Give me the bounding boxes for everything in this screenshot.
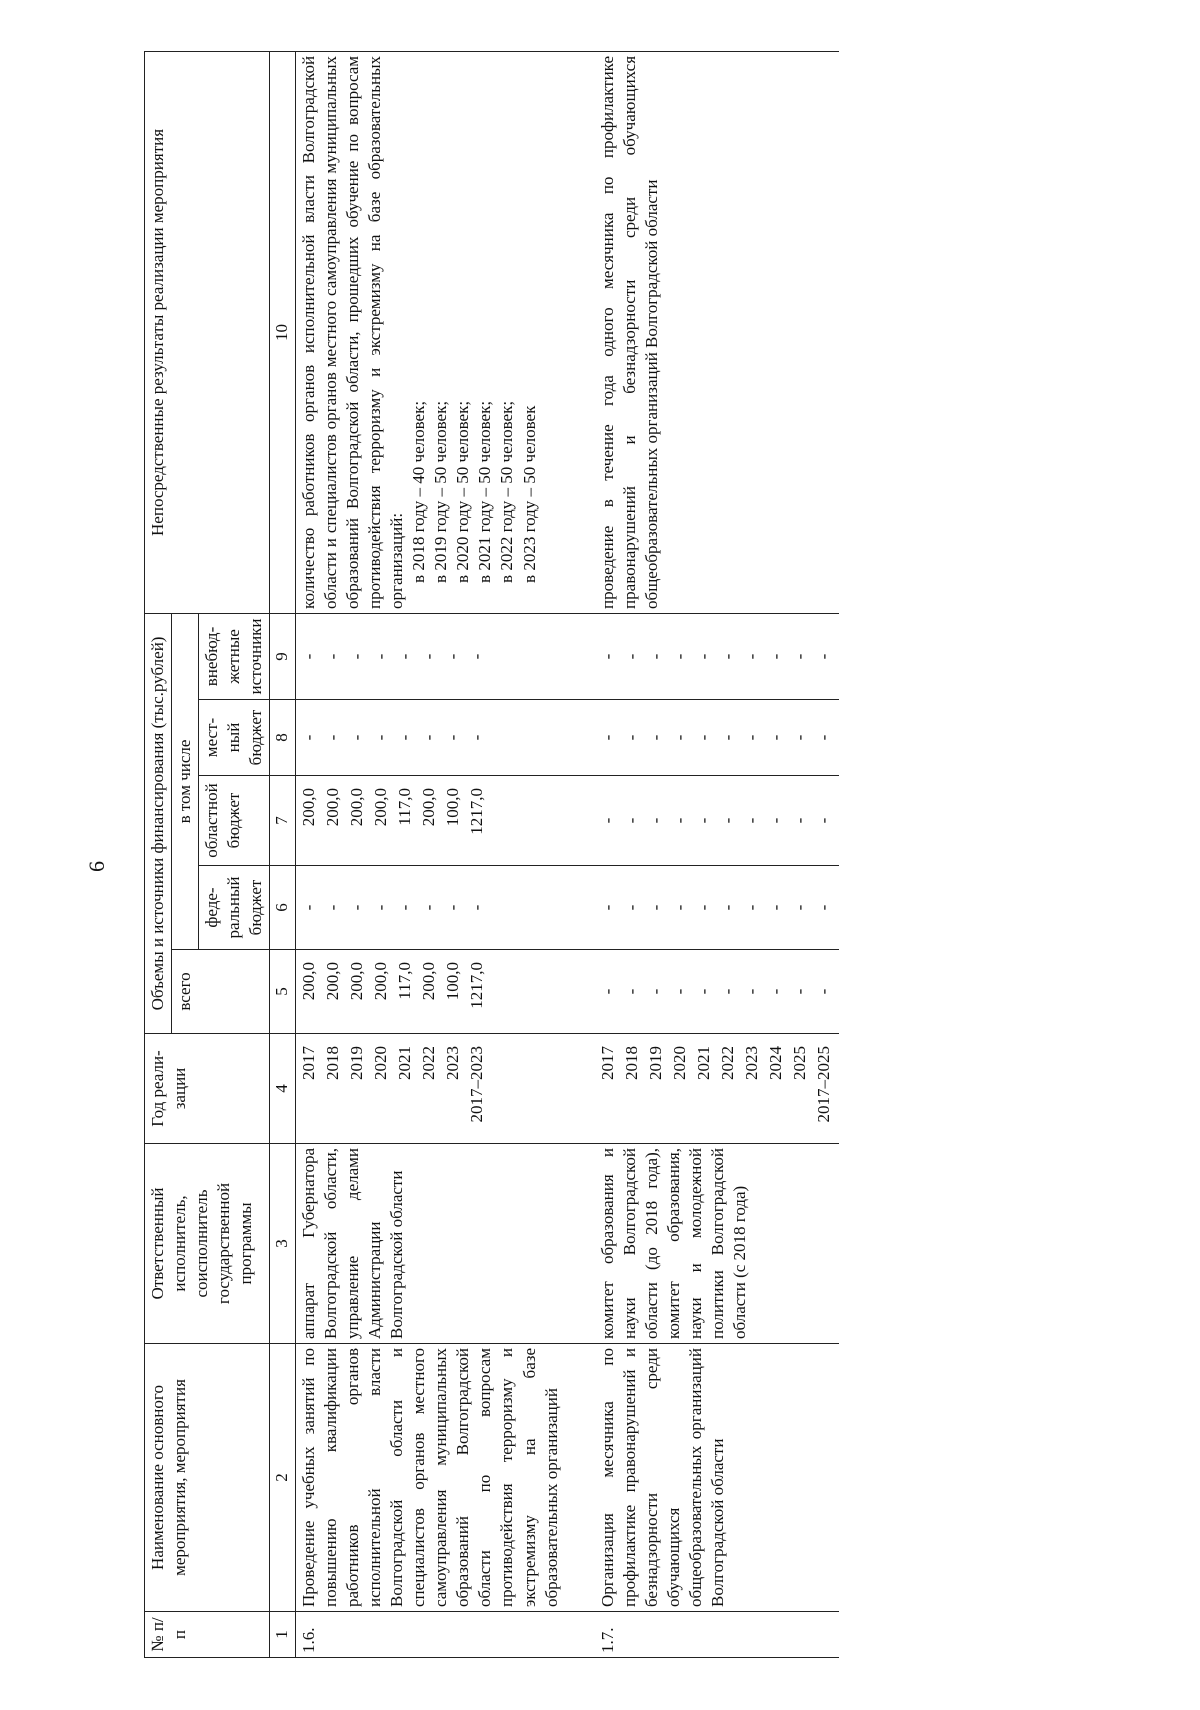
regional-cell: - xyxy=(693,817,713,824)
regional-cell: - xyxy=(645,817,665,824)
year-list xyxy=(295,1034,565,1144)
federal-cell: - xyxy=(442,904,462,911)
federal-cell: - xyxy=(789,904,809,911)
column-number: 1 xyxy=(270,1612,295,1658)
header-total: всего xyxy=(172,950,270,1034)
table-row xyxy=(295,51,565,1657)
regional-cell: 100,0 xyxy=(442,788,462,827)
column-number-row xyxy=(270,51,295,1657)
page-number: 6 xyxy=(84,861,109,872)
local-cell: - xyxy=(298,734,318,741)
column-number: 10 xyxy=(270,51,295,613)
year-cell: 2021 xyxy=(693,1046,713,1080)
local-cell: - xyxy=(621,734,641,741)
total-cell: 100,0 xyxy=(442,962,462,1001)
result-text: проведение в течение года одного месячника по профилактике правонарушений и безнадзорности среди обучающихся общеобразовательных организаций Волгоградской области xyxy=(595,51,839,613)
total-cell: 200,0 xyxy=(346,962,366,1001)
local-cell: - xyxy=(813,734,833,741)
header-num: № п/п xyxy=(145,1612,270,1658)
local-cell: - xyxy=(741,734,761,741)
header-executor: Ответственный исполнитель, соисполнитель государственной программы xyxy=(145,1144,270,1344)
total-cell: - xyxy=(597,988,617,995)
regional-cell: 200,0 xyxy=(298,788,318,827)
column-number: 7 xyxy=(270,776,295,866)
federal-cell: - xyxy=(322,904,342,911)
extra-cell: - xyxy=(813,653,833,660)
year-cell: 2022 xyxy=(717,1046,737,1080)
local-cell: - xyxy=(394,734,414,741)
local-cell: - xyxy=(693,734,713,741)
total-cell: - xyxy=(693,988,713,995)
header-including: в том числе xyxy=(172,613,199,949)
local-cell: - xyxy=(466,734,486,741)
local-cell: - xyxy=(789,734,809,741)
column-number: 2 xyxy=(270,1344,295,1612)
year-list xyxy=(595,1034,839,1144)
local-cell: - xyxy=(370,734,390,741)
extra-cell: - xyxy=(789,653,809,660)
row-number: 1.6. xyxy=(295,1612,565,1658)
extra-cell: - xyxy=(442,653,462,660)
extra-cell: - xyxy=(669,653,689,660)
column-number: 4 xyxy=(270,1034,295,1144)
year-cell: 2025 xyxy=(789,1046,809,1080)
federal-cell: - xyxy=(645,904,665,911)
regional-cell: 200,0 xyxy=(370,788,390,827)
regional-cell: 1217,0 xyxy=(466,788,486,835)
federal-cell: - xyxy=(394,904,414,911)
regional-cell: - xyxy=(813,817,833,824)
header-extra: внебюд- жетные источники xyxy=(199,613,270,699)
total-list xyxy=(595,950,839,1034)
year-cell: 2019 xyxy=(645,1046,665,1080)
regional-cell: 200,0 xyxy=(346,788,366,827)
result-list-item: в 2018 году – 40 человек; xyxy=(409,400,429,583)
row-number: 1.7. xyxy=(595,1612,839,1658)
extra-cell: - xyxy=(693,653,713,660)
federal-list xyxy=(595,866,839,950)
header-name: Наименование основного мероприятия, мероприятия xyxy=(145,1344,270,1612)
year-cell: 2020 xyxy=(669,1046,689,1080)
result-text: количество работников органов исполнительной власти Волгоградской области и специалистов органов местного самоуправления муниципальных образований Волгоградской области, прошедших обучение по вопросам противодействия терроризму и экстремизму на базе образовательных организаций: xyxy=(298,55,406,609)
total-cell: - xyxy=(741,988,761,995)
executor: комитет образования и науки Волгоградской области (до 2018 года), комитет образования, науки и молодежной политики Волгоградской области (с 2018 года) xyxy=(595,1144,839,1344)
local-cell: - xyxy=(322,734,342,741)
total-cell: 1217,0 xyxy=(466,962,486,1009)
extra-cell: - xyxy=(298,653,318,660)
year-cell: 2023 xyxy=(442,1046,462,1080)
local-list xyxy=(295,700,565,776)
local-cell: - xyxy=(645,734,665,741)
header-local: мест- ный бюджет xyxy=(199,700,270,776)
year-cell: 2017 xyxy=(298,1046,318,1080)
regional-cell: - xyxy=(597,817,617,824)
year-cell: 2018 xyxy=(621,1046,641,1080)
regional-cell: - xyxy=(717,817,737,824)
executor: аппарат Губернатора Волгоградской области, управление делами Администрации Волгоградской области xyxy=(295,1144,565,1344)
total-cell: - xyxy=(717,988,737,995)
local-cell: - xyxy=(346,734,366,741)
year-cell: 2017–2023 xyxy=(466,1046,486,1123)
year-cell: 2020 xyxy=(370,1046,390,1080)
total-cell: - xyxy=(621,988,641,995)
header-federal: феде- ральный бюджет xyxy=(199,866,270,950)
activity-name: Организация месячника по профилактике правонарушений и безнадзорности среди обучающихся общеобразовательных организаций Волгоградской области xyxy=(595,1344,839,1612)
result-list-item: в 2019 году – 50 человек; xyxy=(431,400,451,583)
result-cell xyxy=(295,51,565,613)
federal-cell: - xyxy=(813,904,833,911)
total-cell: - xyxy=(765,988,785,995)
table-row xyxy=(595,51,839,1657)
total-cell: 200,0 xyxy=(418,962,438,1001)
year-cell: 2023 xyxy=(741,1046,761,1080)
total-cell: 200,0 xyxy=(322,962,342,1001)
regional-cell: - xyxy=(621,817,641,824)
extra-cell: - xyxy=(621,653,641,660)
federal-cell: - xyxy=(693,904,713,911)
regional-cell: - xyxy=(669,817,689,824)
header-funding: Объемы и источники финансирования (тыс.рублей) xyxy=(145,613,172,1033)
year-cell: 2021 xyxy=(394,1046,414,1080)
year-cell: 2024 xyxy=(765,1046,785,1080)
local-cell: - xyxy=(597,734,617,741)
regional-cell: - xyxy=(741,817,761,824)
regional-list xyxy=(595,776,839,866)
total-list xyxy=(295,950,565,1034)
federal-list xyxy=(295,866,565,950)
local-cell: - xyxy=(669,734,689,741)
extra-list xyxy=(595,613,839,699)
year-cell: 2017 xyxy=(597,1046,617,1080)
column-number: 8 xyxy=(270,700,295,776)
local-list xyxy=(595,700,839,776)
result-list-item: в 2020 году – 50 человек; xyxy=(453,400,473,583)
regional-cell: - xyxy=(765,817,785,824)
federal-cell: - xyxy=(346,904,366,911)
extra-cell: - xyxy=(418,653,438,660)
header-regional: областной бюджет xyxy=(199,776,270,866)
column-number: 6 xyxy=(270,866,295,950)
extra-cell: - xyxy=(741,653,761,660)
federal-cell: - xyxy=(466,904,486,911)
total-cell: 200,0 xyxy=(370,962,390,1001)
total-cell: - xyxy=(789,988,809,995)
extra-cell: - xyxy=(717,653,737,660)
local-cell: - xyxy=(717,734,737,741)
total-cell: 200,0 xyxy=(298,962,318,1001)
year-cell: 2019 xyxy=(346,1046,366,1080)
regional-cell: - xyxy=(789,817,809,824)
regional-cell: 200,0 xyxy=(322,788,342,827)
federal-cell: - xyxy=(765,904,785,911)
column-number: 9 xyxy=(270,613,295,699)
year-cell: 2017–2025 xyxy=(813,1046,833,1123)
extra-cell: - xyxy=(645,653,665,660)
program-table xyxy=(144,51,839,1658)
regional-cell: 117,0 xyxy=(394,788,414,826)
regional-list xyxy=(295,776,565,866)
header-results: Непосредственные результаты реализации мероприятия xyxy=(145,51,270,613)
extra-cell: - xyxy=(765,653,785,660)
federal-cell: - xyxy=(717,904,737,911)
result-list-item: в 2022 году – 50 человек; xyxy=(497,400,517,583)
local-cell: - xyxy=(418,734,438,741)
result-list-item: в 2021 году – 50 человек; xyxy=(475,400,495,583)
extra-list xyxy=(295,613,565,699)
local-cell: - xyxy=(442,734,462,741)
year-cell: 2022 xyxy=(418,1046,438,1080)
column-number: 3 xyxy=(270,1144,295,1344)
header-year: Год реали- зации xyxy=(145,1034,270,1144)
federal-cell: - xyxy=(418,904,438,911)
result-list xyxy=(408,56,541,609)
federal-cell: - xyxy=(370,904,390,911)
federal-cell: - xyxy=(298,904,318,911)
federal-cell: - xyxy=(741,904,761,911)
activity-name: Проведение учебных занятий по повышению квалификации работников органов исполнительной власти Волгоградской области и специалистов органов местного самоуправления муниципальных образований Волгоградской области по вопросам противодействия терроризму и экстремизму на базе образовательных организаций xyxy=(295,1344,565,1612)
extra-cell: - xyxy=(597,653,617,660)
local-cell: - xyxy=(765,734,785,741)
federal-cell: - xyxy=(621,904,641,911)
year-cell: 2018 xyxy=(322,1046,342,1080)
row-spacer xyxy=(565,51,595,1657)
total-cell: 117,0 xyxy=(394,962,414,1000)
total-cell: - xyxy=(645,988,665,995)
extra-cell: - xyxy=(322,653,342,660)
regional-cell: 200,0 xyxy=(418,788,438,827)
column-number: 5 xyxy=(270,950,295,1034)
federal-cell: - xyxy=(597,904,617,911)
total-cell: - xyxy=(813,988,833,995)
total-cell: - xyxy=(669,988,689,995)
extra-cell: - xyxy=(394,653,414,660)
extra-cell: - xyxy=(346,653,366,660)
federal-cell: - xyxy=(669,904,689,911)
result-list-item: в 2023 году – 50 человек xyxy=(519,405,539,583)
extra-cell: - xyxy=(466,653,486,660)
extra-cell: - xyxy=(370,653,390,660)
